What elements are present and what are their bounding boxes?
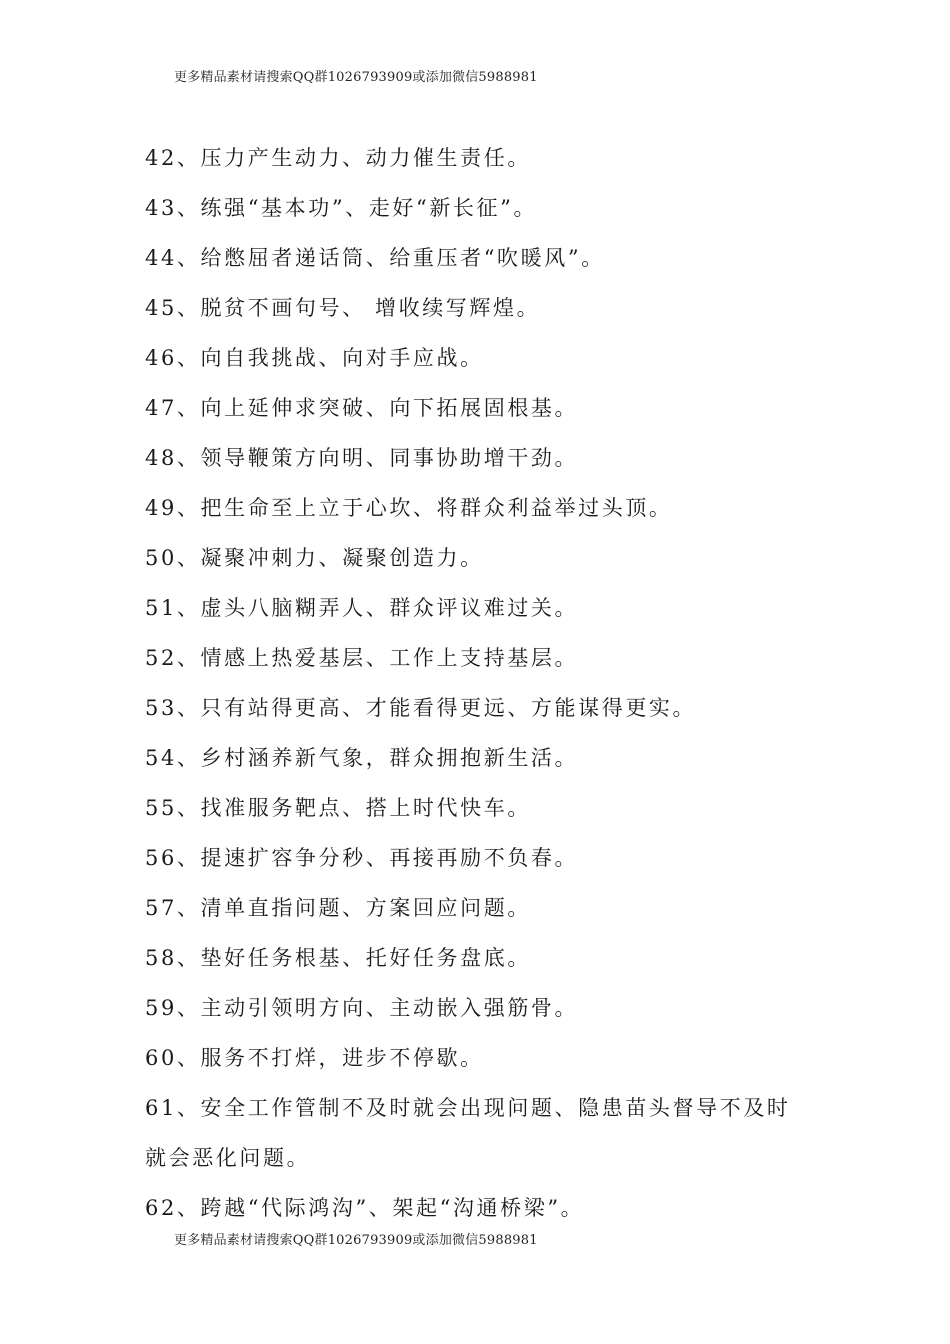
list-item: 57、清单直指问题、方案回应问题。: [145, 896, 531, 920]
list-item: 45、脱贫不画句号、 增收续写辉煌。: [145, 296, 541, 320]
list-item: 61、安全工作管制不及时就会出现问题、隐患苗头督导不及时就会恶化问题。: [145, 1096, 791, 1170]
list-item: 60、服务不打烊，进步不停歇。: [145, 1046, 484, 1070]
list-item: 48、领导鞭策方向明、同事协助增干劲。: [145, 446, 579, 470]
list-item: 53、只有站得更高、才能看得更远、方能谋得更实。: [145, 696, 697, 720]
list-item: 52、情感上热爱基层、工作上支持基层。: [145, 646, 579, 670]
list-item: 42、压力产生动力、动力催生责任。: [145, 146, 531, 170]
page-header: 更多精品素材请搜索QQ群1026793909或添加微信5988981: [174, 70, 538, 85]
page-footer: 更多精品素材请搜索QQ群1026793909或添加微信5988981: [174, 1233, 538, 1248]
list-item: 50、凝聚冲刺力、凝聚创造力。: [145, 546, 484, 570]
list-item: 44、给憋屈者递话筒、给重压者“吹暖风”。: [145, 246, 605, 270]
list-item: 62、跨越“代际鸿沟”、架起“沟通桥梁”。: [145, 1196, 585, 1220]
list-item: 49、把生命至上立于心坎、将群众利益举过头顶。: [145, 496, 673, 520]
list-item: 47、向上延伸求突破、向下拓展固根基。: [145, 396, 579, 420]
list-item: 58、垫好任务根基、托好任务盘底。: [145, 946, 531, 970]
list-item: 56、提速扩容争分秒、再接再励不负春。: [145, 846, 579, 870]
list-item: 59、主动引领明方向、主动嵌入强筋骨。: [145, 996, 579, 1020]
list-item: 54、乡村涵养新气象，群众拥抱新生活。: [145, 746, 579, 770]
list-item: 43、练强“基本功”、走好“新长征”。: [145, 196, 538, 220]
list-item: 51、虚头八脑糊弄人、群众评议难过关。: [145, 596, 579, 620]
list-item: 55、找准服务靶点、搭上时代快车。: [145, 796, 531, 820]
document-body: [145, 133, 815, 1233]
list-item: 46、向自我挑战、向对手应战。: [145, 346, 484, 370]
